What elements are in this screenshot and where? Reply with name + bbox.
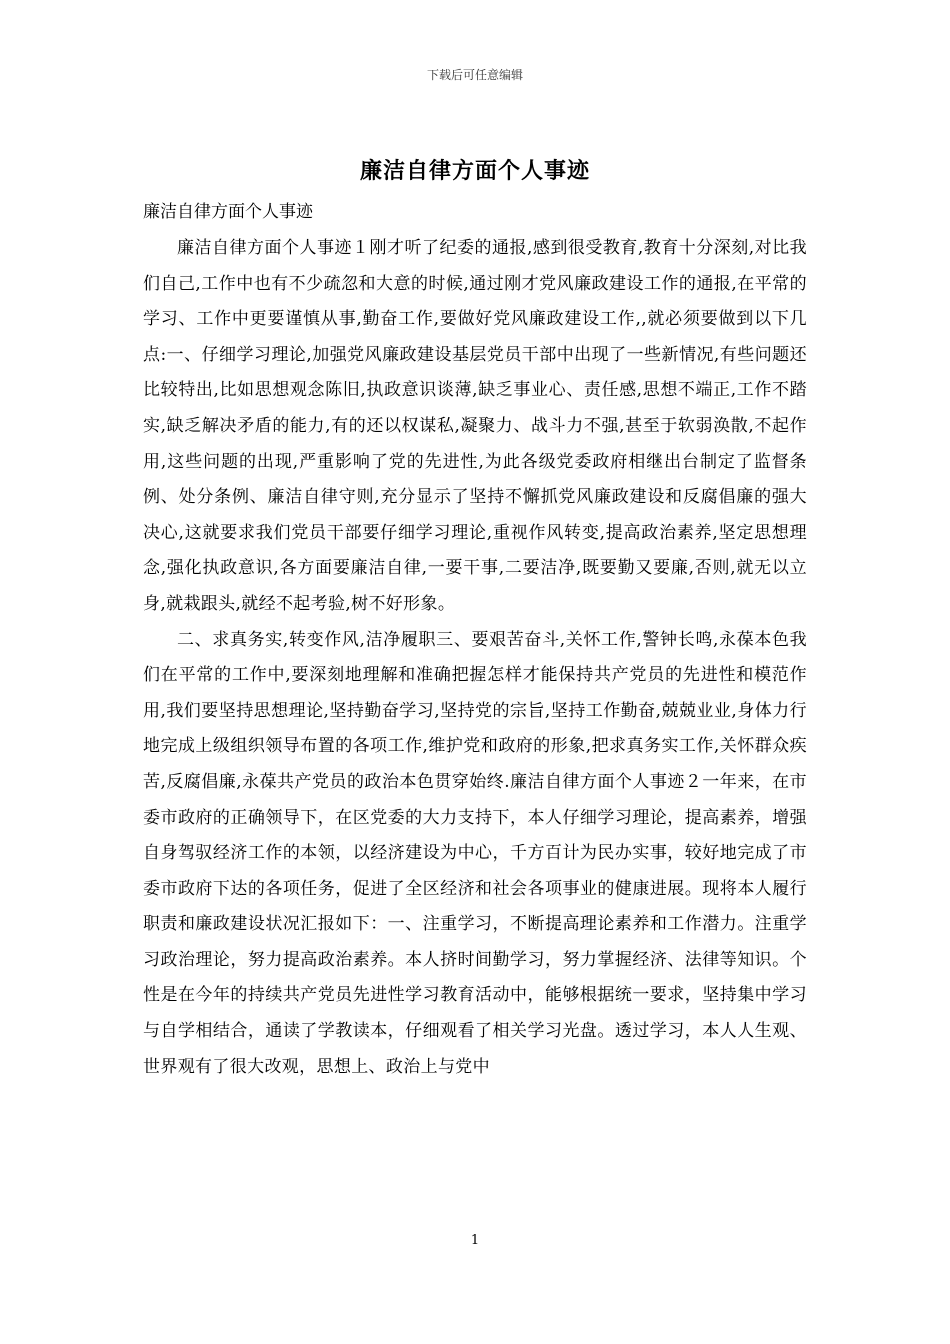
page-header-note: 下载后可任意编辑 bbox=[426, 68, 523, 82]
body-paragraph-2: 二、求真务实,转变作风,洁净履职三、要艰苦奋斗,关怀工作,警钟长鸣,永葆本色我们在平常的工作中,要深刻地理解和准确把握怎样才能保持共产党员的先进性和模范作用,我们要坚持思想理论,坚持勤奋学习,坚持党的宗旨,坚持工作勤奋,兢兢业业,身体力行地完成上级组织领导布置的各项工作,维护党和政府的形象,把求真务实工作,关怀群众疾苦,反腐倡廉,永葆共产党员的政治本色贯穿始终.廉洁自律方面个人事迹２一年来，在市委市政府的正确领导下，在区党委的大力支持下，本人仔细学习理论，提高素养，增强自身驾驭经济工作的本领，以经济建设为中心，千方百计为民办实事，较好地完成了市委市政府下达的各项任务，促进了全区经济和社会各项事业的健康进展。现将本人履行职责和廉政建设状况汇报如下：一、注重学习，不断提高理论素养和工作潜力。注重学习政治理论，努力提高政治素养。本人挤时间勤学习，努力掌握经济、法律等知识。个性是在今年的持续共产党员先进性学习教育活动中，能够根据统一要求，坚持集中学习与自学相结合，通读了学教读本，仔细观看了相关学习光盘。透过学习，本人人生观、世界观有了很大改观，思想上、政治上与党中 bbox=[143, 629, 807, 1077]
page-number: 1 bbox=[470, 1233, 480, 1248]
document-body bbox=[143, 198, 807, 1085]
document-subtitle: 廉洁自律方面个人事迹 bbox=[143, 202, 313, 222]
body-paragraph-1: 廉洁自律方面个人事迹１刚才听了纪委的通报,感到很受教育,教育十分深刻,对比我们自己,工作中也有不少疏忽和大意的时候,通过刚才党风廉政建设工作的通报,在平常的学习、工作中更要谨慎从事,勤奋工作,要做好党风廉政建设工作,,就必须要做到以下几点:一、仔细学习理论,加强党风廉政建设基层党员干部中出现了一些新情况,有些问题还比较特出,比如思想观念陈旧,执政意识谈薄,缺乏事业心、责任感,思想不端正,工作不踏实,缺乏解决矛盾的能力,有的还以权谋私,凝聚力、战斗力不强,甚至于软弱涣散,不起作用,这些问题的出现,严重影响了党的先进性,为此各级党委政府相继出台制定了监督条例、处分条例、廉洁自律守则,充分显示了坚持不懈抓党风廉政建设和反腐倡廉的强大决心,这就要求我们党员干部要仔细学习理论,重视作风转变,提高政治素养,坚定思想理念,强化执政意识,各方面要廉洁自律,一要干事,二要洁净,既要勤又要廉,否则,就无以立身,就栽跟头,就经不起考验,树不好形象。 bbox=[143, 238, 807, 614]
document-title: 廉洁自律方面个人事迹 bbox=[359, 159, 590, 184]
